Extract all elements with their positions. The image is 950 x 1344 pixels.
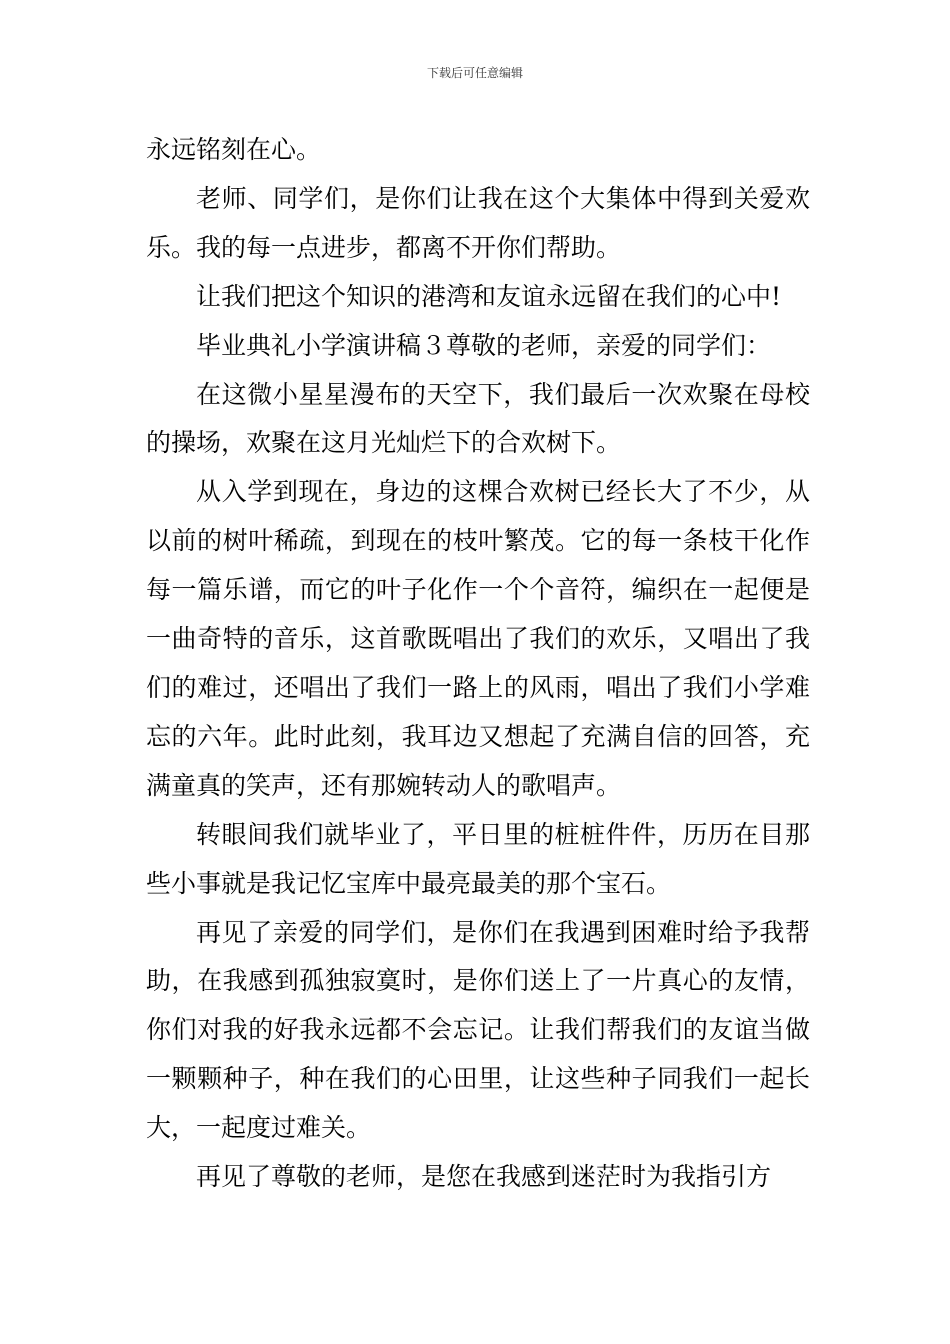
paragraph: 转眼间我们就毕业了，平日里的桩桩件件，历历在目那些小事就是我记忆宝库中最亮最美的那个宝石。: [146, 819, 810, 898]
paragraph: 在这微小星星漫布的天空下，我们最后一次欢聚在母校的操场，欢聚在这月光灿烂下的合欢树下。: [146, 379, 810, 458]
paragraph: 毕业典礼小学演讲稿３尊敬的老师，亲爱的同学们：: [196, 330, 772, 360]
paragraph: 老师、同学们，是你们让我在这个大集体中得到关爱欢乐。我的每一点进步，都离不开你们帮助。: [146, 183, 810, 262]
paragraph-continuation: 永远铭刻在心。: [146, 135, 322, 164]
paragraph: 再见了亲爱的同学们，是你们在我遇到困难时给予我帮助，在我感到孤独寂寞时，是你们送上了一片真心的友情，你们对我的好我永远都不会忘记。让我们帮我们的友谊当做一颗颗种子，种在我们的心田里，让这些种子同我们一起长大，一起度过难关。: [146, 917, 810, 1143]
page-header: 下载后可任意编辑: [426, 66, 523, 80]
paragraph: 让我们把这个知识的港湾和友谊永远留在我们的心中!: [196, 281, 782, 311]
paragraph: 再见了尊敬的老师，是您在我感到迷茫时为我指引方: [196, 1162, 772, 1192]
document-body: [146, 126, 810, 1202]
paragraph: 从入学到现在，身边的这棵合欢树已经长大了不少，从以前的树叶稀疏，到现在的枝叶繁茂。它的每一条枝干化作每一篇乐谱，而它的叶子化作一个个音符，编织在一起便是一曲奇特的音乐，这首歌既唱出了我们的欢乐，又唱出了我们的难过，还唱出了我们一路上的风雨，唱出了我们小学难忘的六年。此时此刻，我耳边又想起了充满自信的回答，充满童真的笑声，还有那婉转动人的歌唱声。: [146, 477, 810, 800]
